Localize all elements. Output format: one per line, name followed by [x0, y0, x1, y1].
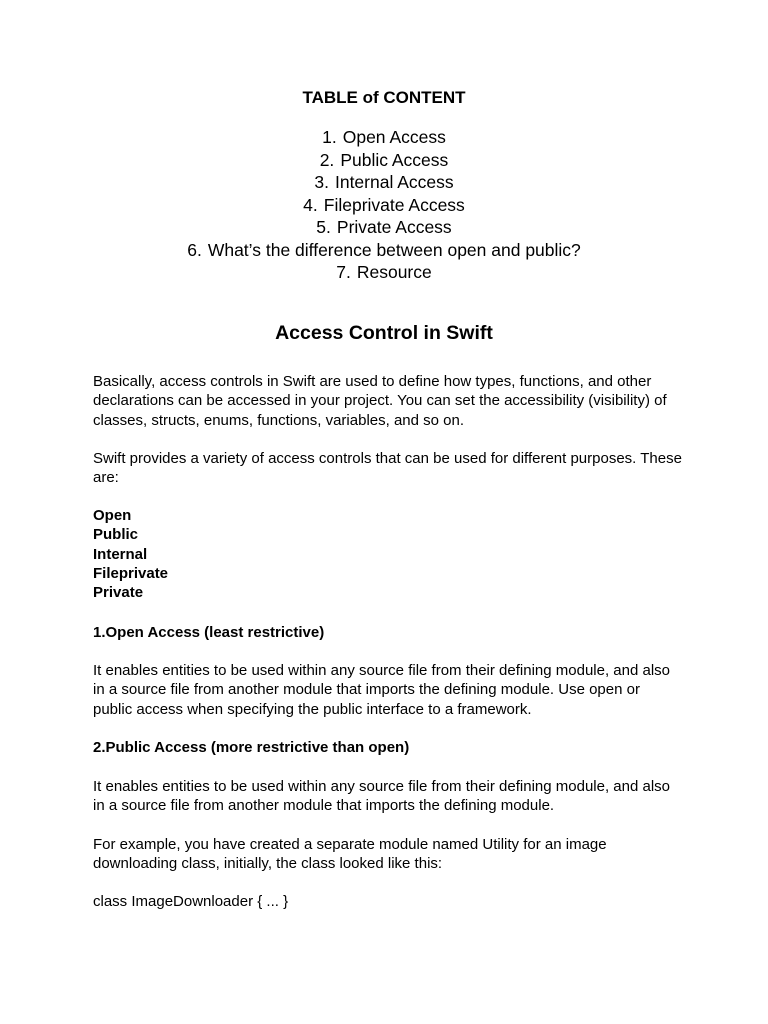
- toc-item-number: 2.: [319, 149, 335, 170]
- toc-item-label: Open Access: [342, 127, 446, 147]
- toc-item: [0, 216, 768, 239]
- toc-item-number: 1.: [322, 127, 337, 147]
- toc-item-label: Internal Access: [334, 172, 454, 192]
- toc-item-number: 5.: [316, 217, 331, 237]
- code-line: class ImageDownloader { ... }: [93, 893, 289, 910]
- toc-list: [0, 126, 768, 284]
- toc-item-number: 6.: [187, 239, 202, 260]
- toc-item-label: Private Access: [336, 217, 452, 237]
- access-level-item: Internal: [93, 545, 148, 563]
- open-access-heading: 1.Open Access (least restrictive): [93, 624, 325, 641]
- access-level-item: Private: [93, 584, 144, 602]
- toc-item-label: Fileprivate Access: [323, 194, 465, 215]
- toc-item-label: Public Access: [340, 149, 449, 170]
- access-level-item: Fileprivate: [93, 564, 169, 582]
- toc-item: [0, 239, 768, 262]
- toc-item: [0, 171, 768, 194]
- toc-item-number: 3.: [314, 172, 329, 192]
- toc-item-number: 7.: [336, 262, 351, 282]
- access-level-item: Public: [93, 526, 139, 544]
- open-access-paragraph: It enables entities to be used within any source file from their defining module, and also in a source file from another module that imports the defining module. Use open or public access when specifying the public interface to a framework.: [93, 662, 671, 718]
- access-levels-list: [93, 506, 168, 602]
- public-access-heading: 2.Public Access (more restrictive than open): [93, 739, 410, 756]
- toc-item: [0, 126, 768, 149]
- example-paragraph: For example, you have created a separate module named Utility for an image downloading class, initially, the class looked like this:: [93, 836, 607, 873]
- document-title: Access Control in Swift: [275, 322, 493, 344]
- toc-title: TABLE of CONTENT: [302, 88, 466, 107]
- intro-paragraph: Basically, access controls in Swift are used to define how types, functions, and other declarations can be accessed in your project. You can set the accessibility (visibility) of classes, structs, enums, functions, variables, and so on.: [93, 373, 667, 429]
- variety-paragraph: Swift provides a variety of access controls that can be used for different purposes. These are:: [93, 450, 682, 487]
- toc-item-label: Resource: [356, 262, 432, 282]
- public-access-paragraph: It enables entities to be used within any source file from their defining module, and also in a source file from another module that imports the defining module.: [93, 778, 671, 815]
- toc-item-label: What’s the difference between open and public?: [207, 239, 581, 260]
- toc-item-number: 4.: [303, 194, 318, 215]
- toc-item: [0, 149, 768, 172]
- toc-item: [0, 261, 768, 284]
- toc-item: [0, 194, 768, 217]
- access-level-item: Open: [93, 507, 132, 524]
